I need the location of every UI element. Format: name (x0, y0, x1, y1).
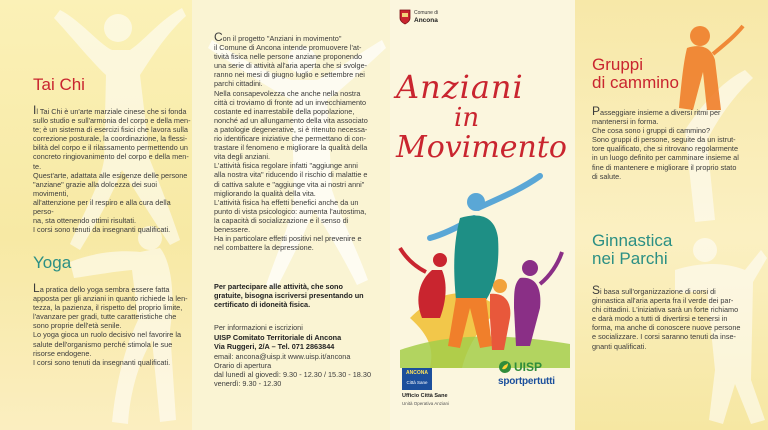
panel-cover (390, 0, 575, 430)
intro-text: Con il progetto "Anziani in movimento" il Comune di Ancona intende promuovere l'at- tività fisica nelle persone anziane proponendo una serie di attività all'aria aperta che si svolge- ranno nei mesi di giugno luglio e settembre nei parchi cittadini. Nella consapevolezza che anche nella nostra città ci troviamo di fronte ad un invecchiamento costante ed inarrestabile della popolazione, nonché ad un allungamento della vita associato a patologie degenerative, si è ritenuto necessa- rio identificare iniziative che permettano di con- trastare il fenomeno e migliorare la qualità della vita degli anziani. L'attività fisica regolare infatti "aggiunge anni alla nostra vita" riducendo il rischio di malattie e di cattiva salute e "aggiunge vita ai nostri anni" migliorando la qualità della vita. L'attività fisica ha effetti benefici anche da un punto di vista psicologico: aumenta l'autostima, la capacità di socializzazione e il senso di benessere. Ha in particolare effetti positivi nel prevenire e nel combattere la depressione. (214, 30, 368, 253)
contact-details: email: ancona@uisp.it www.uisp.it/ancona Orario di apertura dal lunedì al giovedì: 9.30 - 12.30 / 15.30 - 18.30 venerdì: 9.30 - 12.30 (214, 352, 371, 389)
tai-chi-title: Tai Chi (33, 75, 85, 94)
gruppi-title: Gruppi di cammino (592, 55, 679, 92)
cover-title-line3: Movimento (396, 130, 567, 165)
comune-label (414, 10, 438, 24)
ginnastica-text: Si basa sull'organizzazione di corsi di ginnastica all'aria aperta fra il verde dei par- chi cittadini. L'iniziativa sarà un forte richiamo e darà modo a tutti di divertirsi e tenersi in forma, ma anche di conoscere nuove persone e socializzare. I corsi saranno tenuti da inse- gnanti qualificati. (592, 283, 741, 351)
uisp-label: UISP (514, 360, 543, 374)
ancona-badge-line1: ANCONA (406, 370, 428, 376)
uisp-logo (498, 360, 568, 387)
ancona-badge (402, 368, 432, 390)
tai-chi-text: Il Tai Chi è un'arte marziale cinese che si fonda sullo studio e sull'armonia del corpo e della men- te; è un sistema di esercizi fisici che lavora sulla correzione posturale, la coordinazione, la flessi- bilità del corpo e il rilassamento permettendo un concreto ringiovanimento del corpo e della men- te. Quest'arte, adattata alle esigenze delle persone "anziane" grazie alla dolcezza dei suoi movimenti, all'attenzione per il respiro e alla cura della perso- na, sta ottenendo ottimi risultati. I corsi sono tenuti da insegnanti qualificati. (33, 103, 191, 235)
cover-title-line2: in (454, 103, 480, 133)
contact-intro: Per informazioni e iscrizioni (214, 323, 303, 332)
sportpertutti-label: sportpertutti (498, 376, 555, 387)
contact-org: UISP Comitato Territoriale di Ancona Via Ruggeri, 2/A – Tel. 071 2863844 (214, 333, 342, 352)
ginnastica-title: Ginnastica nei Parchi (592, 231, 673, 268)
panel-gruppi-ginnastica (575, 0, 768, 430)
ufficio-label (402, 393, 449, 407)
uisp-flame-icon (498, 360, 512, 374)
cover-title (396, 68, 567, 165)
comune-crest-icon (399, 9, 411, 25)
dancers-illustration (390, 168, 575, 368)
intro-bold: Per partecipare alle attività, che sono gratuite, bisogna iscriversi presentando un certificato di idoneità fisica. (214, 282, 364, 310)
yoga-text: La pratica dello yoga sembra essere fatta apposta per gli anziani in quanto richiede la len- tezza, la pazienza, il rispetto del proprio limite, l'avanzare per gradi, tutte caratteristiche che sono proprie dell'età senile. Lo yoga gioca un ruolo decisivo nel favorire la salute dell'organismo perché stimola le sue risorse endogene. I corsi sono tenuti da insegnanti qualificati. (33, 281, 188, 367)
panel-tai-chi-yoga (0, 0, 192, 430)
comune-line2: Ancona (414, 17, 438, 24)
gruppi-text: Passeggiare insieme a diversi ritmi per mantenersi in forma. Che cosa sono i gruppi di cammino? Sono gruppi di persone, seguite da un istrut- tore qualificato, che si ritrovano regolarmente in un luogo definito per camminare insieme al fine di mantenere e migliorare il proprio stato di salute. (592, 104, 739, 181)
yoga-title: Yoga (33, 253, 72, 272)
ancona-badge-line2: Città Sane (406, 380, 428, 385)
ufficio-line2: Unità Operativa Anziani (402, 401, 450, 406)
cover-title-line1: Anziani (396, 68, 524, 106)
comune-line1: Comune di (414, 10, 439, 16)
panel-intro (192, 0, 390, 430)
ufficio-line1: Ufficio Città Sane (402, 393, 448, 399)
